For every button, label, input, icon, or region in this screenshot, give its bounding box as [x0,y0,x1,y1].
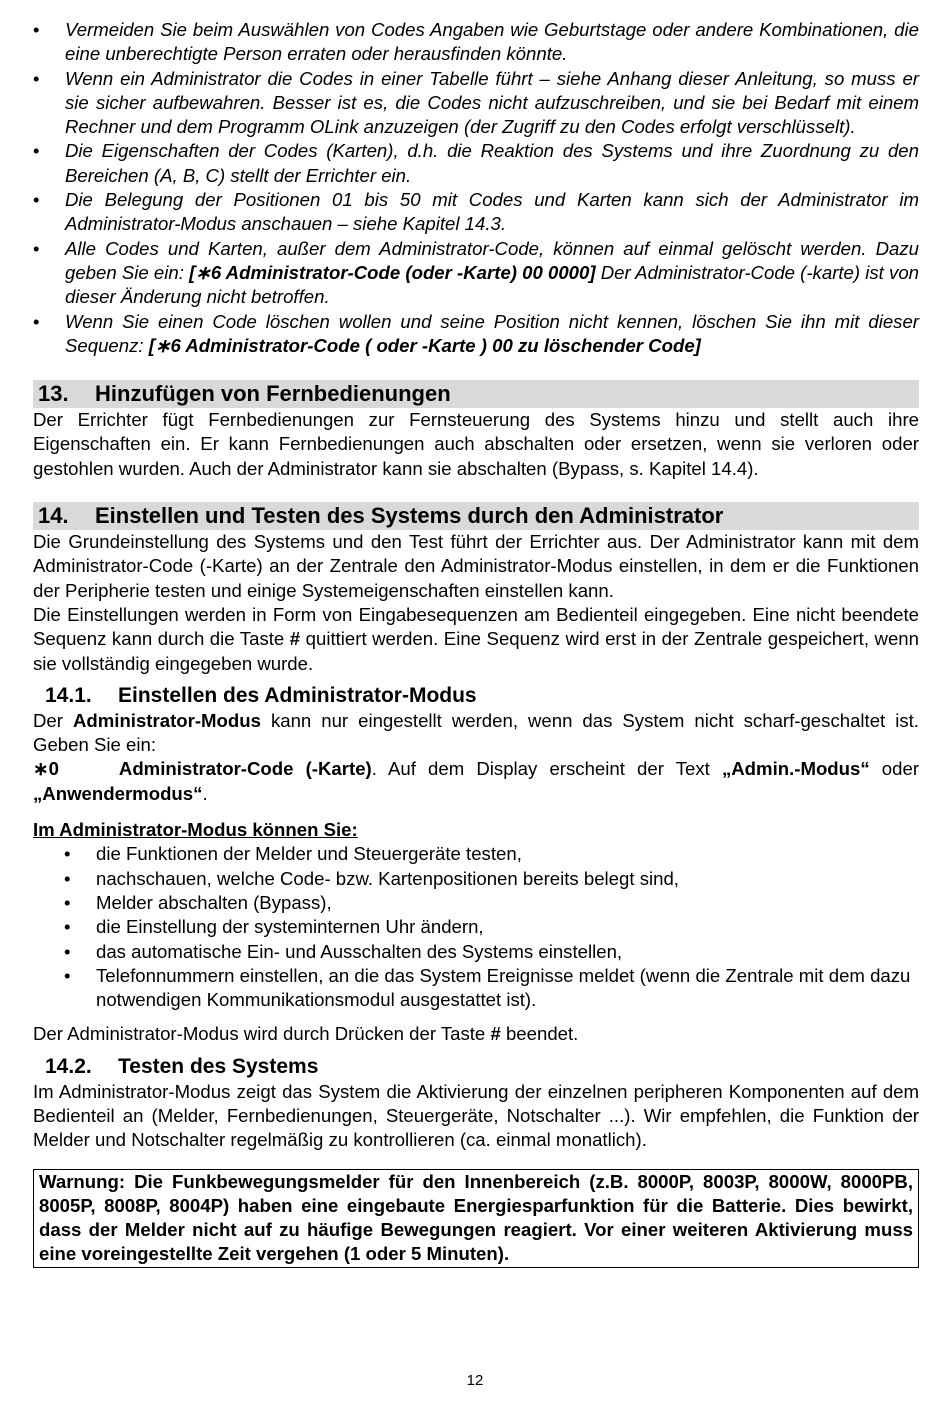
list-item: • Vermeiden Sie beim Auswählen von Codes Angaben wie Geburtstage oder andere Kombinationen, die eine unberechtigte Person erraten oder herausfinden könnte. [33,18,919,67]
intro-bullet-list [33,18,919,358]
list-item: • Telefonnummern einstellen, an die das System Ereignisse meldet (wenn die Zentrale mit dem dazu notwendigen Kommunikationsmodul ausgestattet ist). [33,964,919,1013]
subsection-heading-14-1: 14.1. Einstellen des Administrator-Modus [45,683,477,707]
section-13-text: Der Errichter fügt Fernbedienungen zur Fernsteuerung des Systems hinzu und stellt auch ihre Eigenschaften ein. Er kann Fernbedienungen auch abschalten oder ersetzen, wenn sie verloren oder gestohlen wurden. Auch der Administrator kann sie abschalten (Bypass, s. Kapitel 14.4). [33,409,919,479]
list-item: • die Einstellung der systeminternen Uhr ändern, [33,915,919,939]
list-item: • die Funktionen der Melder und Steuergeräte testen, [33,842,919,866]
list-item: • Wenn ein Administrator die Codes in einer Tabelle führt – siehe Anhang dieser Anleitung, so muss er sie sicher aufbewahren. Besser ist es, die Codes nicht aufzuschreiben, und sie bei Bedarf mit einem Rechner und dem Programm OLink anzuzeigen (der Zugriff zu den Codes erfolgt verschlüsselt). [33,67,919,140]
section-14-1-paragraph: ∗0 Administrator-Code (-Karte). Auf dem Display erscheint der Text „Admin.-Modus“ oder „Anwendermodus“. [33,758,920,804]
section-14-1-paragraph: Der Administrator-Modus kann nur eingestellt werden, wenn das System nicht scharf-geschaltet ist. Geben Sie ein: [33,709,919,756]
section-14-2-text: Im Administrator-Modus zeigt das System die Aktivierung der einzelnen peripheren Komponenten auf dem Bedienteil an (Melder, Fernbedienungen, Steuergeräte, Notschalter ...). Wir empfehlen, die Funktion der Melder und Notschalter regelmäßig zu kontrollieren (ca. einmal monatlich). [33,1080,919,1151]
admin-mode-list [33,842,919,1012]
key-sequence: [∗6 Administrator-Code (oder -Karte) 00 0000] [189,261,596,283]
list-item: • das automatische Ein- und Ausschalten des Systems einstellen, [33,940,919,964]
page-number: 12 [466,1372,484,1389]
section-14-paragraph: Die Einstellungen werden in Form von Eingabesequenzen am Bedienteil eingegeben. Eine nicht beendete Sequenz kann durch die Taste # quittiert werden. Eine Sequenz wird erst in der Zentrale gespeichert, wenn sie vollständig eingegeben wurde. [33,603,919,674]
list-heading: Im Administrator-Modus können Sie: [33,819,358,841]
warning-box: Warnung: Die Funkbewegungsmelder für den Innenbereich (z.B. 8000P, 8003P, 8000W, 8000PB, 8005P, 8008P, 8004P) haben eine eingebaute Energiesparfunktion für die Batterie. Dies bewirkt, dass der Melder nicht auf zu häufige Bewegungen reagiert. Vor einer weiteren Aktivierung muss eine voreingestellte Zeit vergehen (1 oder 5 Minuten). [33,1169,919,1268]
list-item: • Wenn Sie einen Code löschen wollen und seine Position nicht kennen, löschen Sie ihn mit dieser Sequenz: [∗6 Administrator-Code ( oder -Karte ) 00 zu löschender Code] [33,310,919,359]
section-14-paragraph: Die Grundeinstellung des Systems und den Test führt der Errichter aus. Der Administrator kann mit dem Administrator-Code (-Karte) an der Zentrale den Administrator-Modus einstellen, in dem er die Funktionen der Peripherie testen und einige Systemeigenschaften einstellen kann. [33,531,919,601]
key-sequence: [∗6 Administrator-Code ( oder -Karte ) 00 zu löschender Code] [148,334,701,356]
list-item: • Die Eigenschaften der Codes (Karten), d.h. die Reaktion des Systems und ihre Zuordnung zu den Bereichen (A, B, C) stellt der Errichter ein. [33,139,919,188]
document-page [33,18,919,1268]
list-item: • Die Belegung der Positionen 01 bis 50 mit Codes und Karten kann sich der Administrator im Administrator-Modus anschauen – siehe Kapitel 14.3. [33,188,919,237]
list-item: • Alle Codes und Karten, außer dem Administrator-Code, können auf einmal gelöscht werden. Dazu geben Sie ein: [∗6 Administrator-Code (oder -Karte) 00 0000] Der Administrator-Code (-karte) ist von dieser Änderung nicht betroffen. [33,237,919,310]
section-heading-13: 13. Hinzufügen von Fernbedienungen [33,380,919,408]
section-14-1-end: Der Administrator-Modus wird durch Drücken der Taste # beendet. [33,1023,579,1045]
subsection-heading-14-2: 14.2. Testen des Systems [45,1054,319,1078]
list-item: • Melder abschalten (Bypass), [33,891,919,915]
list-item: • nachschauen, welche Code- bzw. Kartenpositionen bereits belegt sind, [33,867,919,891]
section-heading-14: 14. Einstellen und Testen des Systems durch den Administrator [33,502,919,530]
